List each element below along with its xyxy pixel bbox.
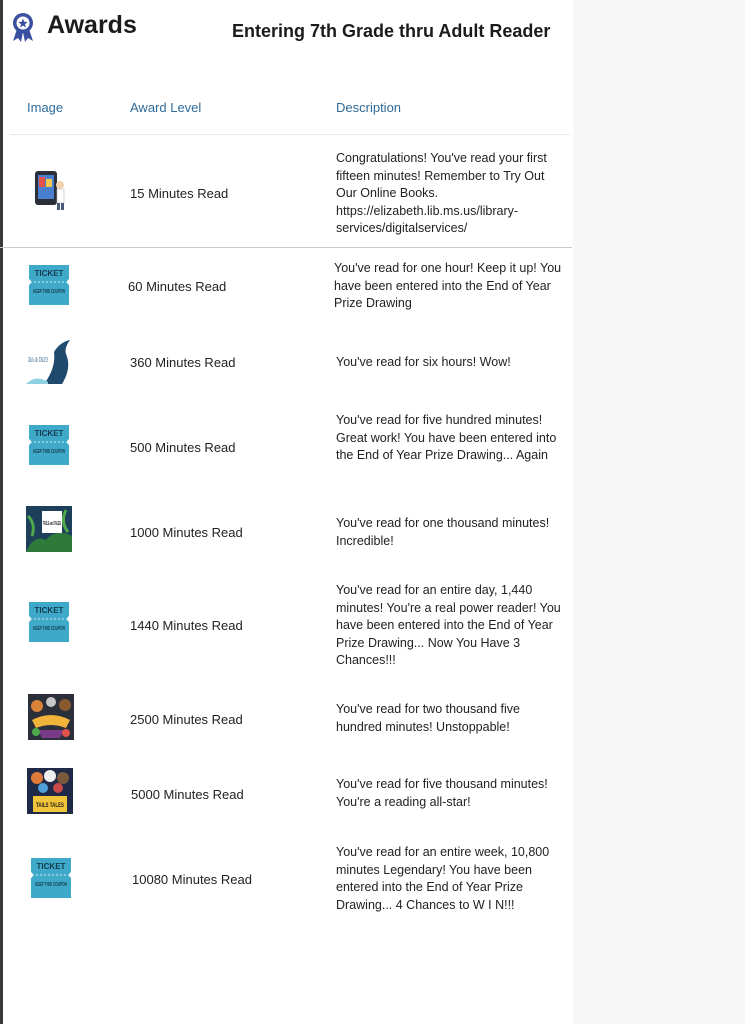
page-margin [573, 0, 745, 1024]
award-ribbon-icon [10, 12, 36, 42]
award-level: 15 Minutes Read [130, 186, 229, 201]
award-description: You've read for an entire week, 10,800 minutes Legendary! You have been entered into the End of Year Prize Drawing... 4 Chances to W I N!!! [336, 845, 550, 912]
ticket-coupon-icon [26, 262, 72, 308]
tails-tales-animals-badge [27, 768, 73, 814]
page-subtitle: Entering 7th Grade thru Adult Reader [232, 21, 551, 41]
award-description: You've read for an entire day, 1,440 minutes! You're a real power reader! You have been entered into the End of Year Prize Drawing... Now You Have 3 Chances!!! [336, 583, 561, 667]
ticket-coupon-icon [28, 855, 74, 901]
award-description: You've read for five hundred minutes! Great work! You have been entered into the End of Year Prize Drawing... Again [336, 413, 557, 462]
svg-text:Tails & TALES: Tails & TALES [28, 356, 49, 364]
page-header [10, 10, 590, 44]
tablet-reader-icon [26, 167, 72, 213]
svg-text:TICKET: TICKET [34, 269, 64, 278]
animal-parade-badge [28, 694, 74, 740]
ticket-coupon-icon [26, 599, 72, 645]
page-title: Awards [47, 11, 137, 39]
svg-text:TICKET: TICKET [34, 606, 64, 615]
svg-text:KEEP THIS COUPON: KEEP THIS COUPON [33, 449, 66, 455]
svg-text:TICKET: TICKET [36, 862, 66, 871]
award-description: You've read for one hour! Keep it up! You have been entered into the End of Year Prize Drawing [334, 261, 562, 310]
svg-text:KEEP THIS COUPON: KEEP THIS COUPON [35, 882, 68, 888]
award-level: 500 Minutes Read [130, 440, 236, 455]
award-description: You've read for six hours! Wow! [336, 355, 511, 369]
column-header-image: Image [27, 100, 64, 115]
award-level: 10080 Minutes Read [132, 872, 252, 887]
column-header-award-level: Award Level [130, 100, 202, 115]
award-description: Congratulations! You've read your first fifteen minutes! Remember to Try Out Our Online Books. https://elizabeth.lib.ms.us/library-services/digitalservices/ [336, 151, 547, 235]
award-level: 360 Minutes Read [130, 355, 236, 370]
svg-text:TICKET: TICKET [34, 429, 64, 438]
svg-text:KEEP THIS COUPON: KEEP THIS COUPON [33, 626, 66, 632]
tails-tales-jungle-badge [26, 506, 72, 552]
award-description: You've read for five thousand minutes! You're a reading all-star! [336, 777, 548, 809]
award-level: 1000 Minutes Read [130, 525, 243, 540]
ticket-coupon-icon [26, 422, 72, 468]
award-level: 1440 Minutes Read [130, 618, 243, 633]
award-level: 2500 Minutes Read [130, 712, 243, 727]
svg-text:TAILS TALES: TAILS TALES [36, 803, 64, 809]
column-header-description: Description [336, 100, 402, 115]
svg-text:KEEP THIS COUPON: KEEP THIS COUPON [33, 289, 66, 295]
svg-text:TAILS and TALES: TAILS and TALES [43, 521, 62, 527]
row-divider [0, 247, 572, 248]
scan-edge [0, 0, 3, 1024]
award-level: 60 Minutes Read [128, 279, 227, 294]
award-level: 5000 Minutes Read [131, 787, 244, 802]
award-description: You've read for two thousand five hundred minutes! Unstoppable! [336, 702, 520, 734]
award-description: You've read for one thousand minutes! Incredible! [336, 516, 550, 548]
header-divider [10, 134, 570, 135]
tails-tales-mermaid-badge [26, 338, 72, 384]
